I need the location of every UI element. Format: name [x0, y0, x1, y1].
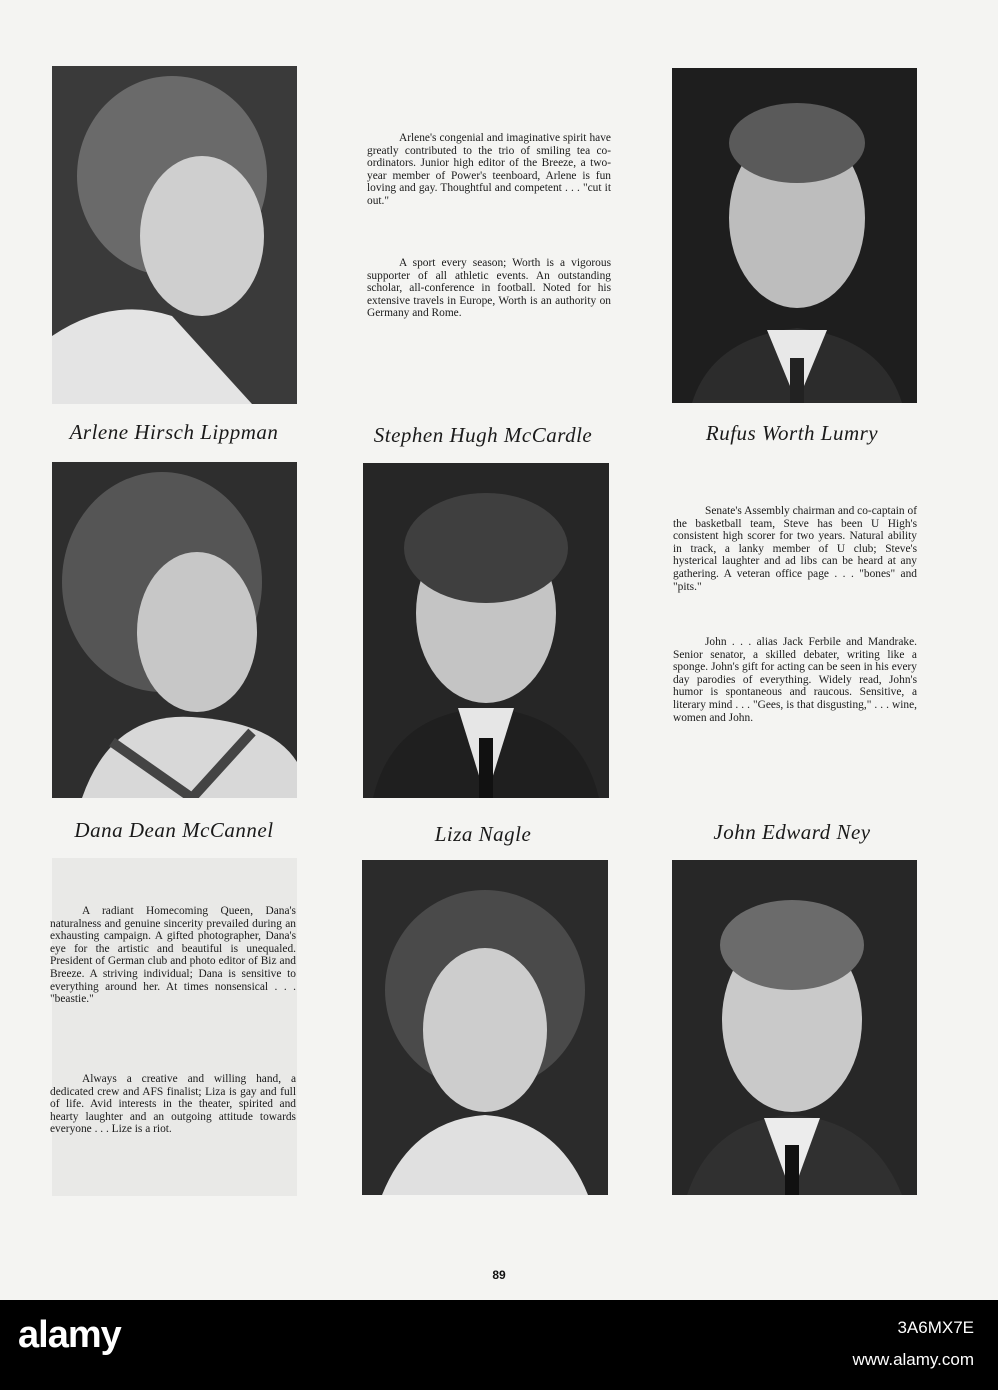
bio-text: Senate's Assembly chairman and co-captain of the basketball team, Steve has been U High's consistent high scorer for two years. Natural ability in track, a lanky member of U club; Steve's hysterical laughter and ad libs can be heard at any gathering. A veteran office page . . . "bones" and "pits."	[673, 505, 917, 593]
portrait-rufus-lumry	[672, 68, 917, 403]
bio-steve-mccardle	[673, 505, 917, 593]
name-caption: Stephen Hugh McCardle	[373, 423, 593, 447]
bio-liza-nagle	[50, 1073, 296, 1136]
name-caption: Dana Dean McCannel	[74, 818, 274, 842]
portrait-stephen-mccardle	[363, 463, 609, 798]
name-caption: John Edward Ney	[713, 820, 871, 844]
bio-text: Always a creative and willing hand, a dedicated crew and AFS finalist; Liza is gay and full of life. Avid interests in the theater, spirited and hearty laughter and an outgoing attitude towards everyone . . . Lize is a riot.	[50, 1073, 296, 1136]
name-caption: Rufus Worth Lumry	[705, 421, 879, 445]
name-caption: Arlene Hirsch Lippman	[69, 420, 279, 444]
bio-text: John . . . alias Jack Ferbile and Mandrake. Senior senator, a skilled debater, writing like a sponge. John's gift for acting can be seen in his every day parodies of everything. Widely read, John's humor is spontaneous and raucous. Sensitive, a literary mind . . . "Gees, is that disgusting," . . . wine, women and John.	[673, 636, 917, 724]
bio-arlene-lippman	[367, 132, 611, 208]
portrait-dana-mccannel	[52, 462, 297, 798]
portrait-john-ney	[672, 860, 917, 1195]
bio-dana-mccannel	[50, 905, 296, 1006]
portrait-liza-nagle	[362, 860, 608, 1195]
page-number: 89	[492, 1268, 506, 1282]
brand-logo: alamy	[18, 1314, 121, 1356]
image-id: 3A6MX7E	[897, 1318, 974, 1337]
bio-john-ney	[673, 636, 917, 724]
site-url: www.alamy.com	[852, 1350, 974, 1369]
bio-text: A sport every season; Worth is a vigorous supporter of all athletic events. An outstanding scholar, all-conference in football. Noted for his extensive travels in Europe, Worth is an authority on Germany and Rome.	[367, 257, 611, 320]
bio-worth-lumry	[367, 257, 611, 320]
bio-text: Arlene's congenial and imaginative spirit have greatly contributed to the trio of smiling tea co-ordinators. Junior high editor of the Breeze, a two-year member of Power's teenboard, Arlene is fun loving and gay. Thoughtful and competent . . . "cut it out."	[367, 132, 611, 207]
watermark-bar	[0, 1300, 998, 1390]
portrait-arlene-lippman	[52, 66, 297, 404]
bio-text: A radiant Homecoming Queen, Dana's naturalness and genuine sincerity prevailed during an exhausting campaign. A gifted photographer, Dana's eye for the artistic and beautiful is unequaled. President of German club and photo editor of Biz and Breeze. A striving individual; Dana is sensitive to everything around her. At times nonsensical . . . "beastie."	[50, 905, 296, 1006]
name-caption: Liza Nagle	[434, 822, 532, 846]
